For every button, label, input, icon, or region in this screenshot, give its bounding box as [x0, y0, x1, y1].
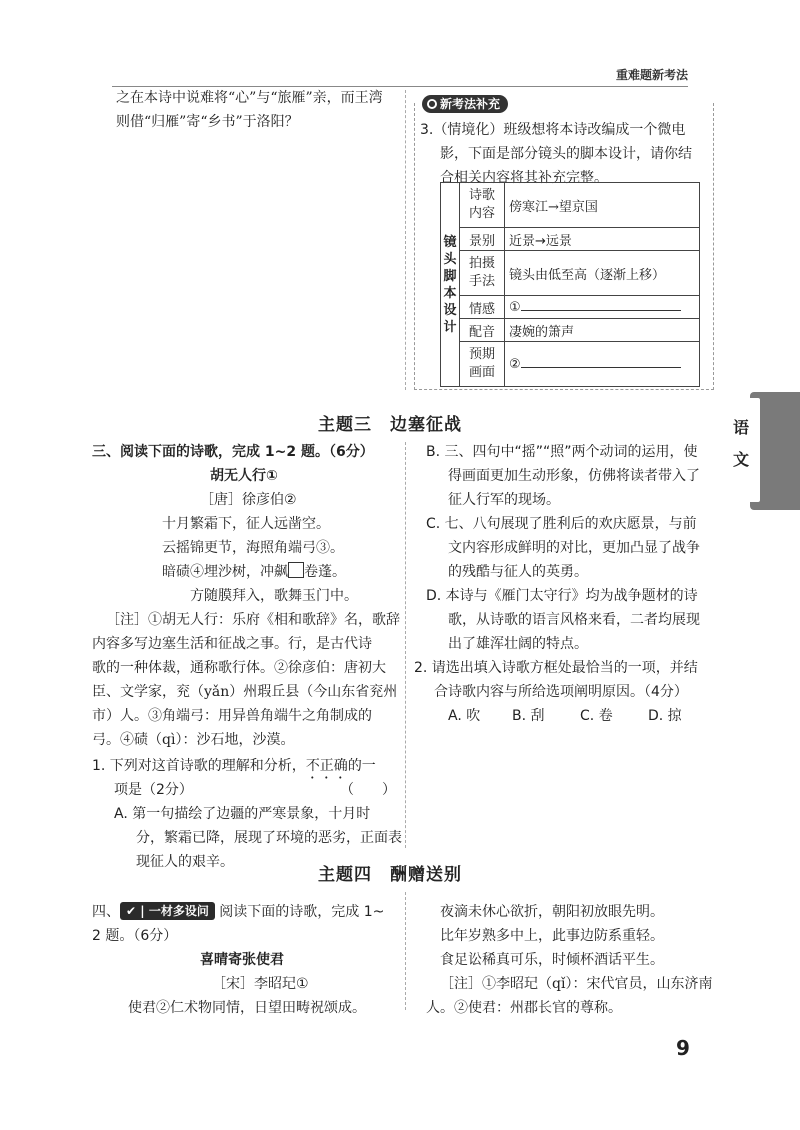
table-value — [505, 342, 700, 387]
q1-stem: 1. 下列对这首诗歌的理解和分析，不正确的一 — [92, 758, 376, 774]
section4-poem-line-1: 使君②仁术物同情，日望田畴祝颂成。 — [128, 1000, 366, 1016]
section4-poem-line-3: 比年岁熟多中上，此事边防系重轻。 — [440, 928, 664, 944]
q2-option-c[interactable]: C. 卷 — [580, 708, 613, 724]
side-tab-label: 语 文 — [732, 418, 749, 469]
table-vertical-header: 镜头脚本设计 — [441, 183, 460, 387]
q1-optionA-1: A. 第一句描绘了边疆的严寒景象，十月时 — [114, 806, 371, 822]
section4-poem-author: ［宋］李昭玘① — [212, 976, 309, 992]
section4-poem-title: 喜晴寄张使君 — [200, 952, 284, 968]
answer-marker-2: ② — [509, 356, 521, 372]
script-table — [440, 182, 700, 387]
poem-line-5: 方随膜拜入，歌舞玉门中。 — [190, 588, 358, 604]
q1-optionD-2: 歌，从诗歌的语言风格来看，二者均展现 — [448, 612, 700, 628]
q1-optionB-2: 得画面更加生动形象，仿佛将读者带入了 — [448, 468, 700, 484]
section4-poem-line-2: 夜滴未休心欲折，朝阳初放眼先明。 — [440, 904, 664, 920]
column-divider-top — [405, 90, 406, 390]
q1-optionD-3: 出了雄浑壮阔的特点。 — [448, 636, 588, 652]
q2-option-a[interactable]: A. 吹 — [448, 708, 481, 724]
answer-blank-2[interactable] — [521, 367, 681, 368]
table-row — [441, 228, 700, 251]
table-value: 凄婉的箫声 — [505, 319, 700, 342]
check-icon: ✔ — [126, 904, 137, 918]
q2-stem-1: 2. 请选出填入诗歌方框处最恰当的一项，并结 — [414, 660, 698, 676]
poem-line-2: 云摇锦更节，海照角端弓③。 — [162, 540, 344, 556]
column-divider-bottom — [405, 892, 406, 1010]
new-method-tag — [422, 95, 508, 113]
table-label: 情感 — [460, 296, 505, 319]
section4-title: 主题四 酬赠送别 — [318, 865, 462, 885]
table-value — [505, 296, 700, 319]
q1-optionA-2: 分，繁霜已降，展现了环境的恶劣，正面表 — [136, 830, 402, 846]
badge-one-material: ✔ | 一材多设问 — [120, 902, 215, 920]
table-value: 近景→远景 — [505, 228, 700, 251]
poem-author: ［唐］徐彦伯② — [200, 492, 297, 508]
poem-line-3: 暗碛④埋沙树，冲飙 卷蓬。 — [162, 564, 346, 580]
table-row — [441, 319, 700, 342]
table-label: 景别 — [460, 228, 505, 251]
section3-intro: 三、阅读下面的诗歌，完成 1~2 题。（6分） — [92, 444, 374, 460]
q1-stem-2: 项是（2分） — [114, 782, 193, 798]
q3-line-3: 合相关内容将其补充完整。 — [440, 170, 608, 186]
q2-option-b[interactable]: B. 刮 — [512, 708, 545, 724]
note-line-5: 市）人。③角端弓：用异兽角端牛之角制成的 — [92, 708, 372, 724]
lightbulb-icon: ● — [428, 99, 436, 108]
section3-title: 主题三 边塞征战 — [318, 415, 462, 435]
answer-marker-1: ① — [509, 299, 521, 315]
note-line-4: 臣、文学家，兖（yǎn）州瑕丘县（今山东省兖州 — [92, 684, 398, 700]
header-title: 重难题新考法 — [615, 68, 688, 82]
note-line-1: ［注］①胡无人行：乐府《相和歌辞》名，歌辞 — [106, 612, 400, 628]
table-label: 诗歌内容 — [460, 183, 505, 228]
table-label: 拍摄手法 — [460, 251, 505, 296]
q1-optionC-2: 文内容形成鲜明的对比，更加凸显了战争 — [448, 540, 700, 556]
q3-line-2: 影，下面是部分镜头的脚本设计，请你结 — [440, 146, 692, 162]
q1-answer-paren[interactable]: （ ） — [340, 782, 396, 798]
table-label: 配音 — [460, 319, 505, 342]
note-line-3: 歌的一种体裁，通称歌行体。②徐彦伯：唐初大 — [92, 660, 386, 676]
poem-line-1: 十月繁霜下，征人远凿空。 — [162, 516, 330, 532]
note-line-2: 内容多写边塞生活和征战之事。行，是古代诗 — [92, 636, 372, 652]
q2-option-d[interactable]: D. 掠 — [648, 708, 682, 724]
table-label: 预期画面 — [460, 342, 505, 387]
q1-optionA-3: 现征人的艰辛。 — [136, 854, 234, 870]
section4-note-2: 人。②使君：州郡长官的尊称。 — [426, 1000, 622, 1016]
column-divider-middle — [405, 442, 406, 848]
note-line-6: 弓。④碛（qì）：沙石地，沙漠。 — [92, 732, 295, 748]
new-method-tag-label: 新考法补充 — [440, 97, 501, 111]
blank-box[interactable] — [288, 562, 304, 578]
q1-emphasis: 不正确 — [305, 758, 348, 774]
section4-intro-2: 2 题。（6分） — [92, 928, 178, 944]
q1-optionD-1: D. 本诗与《雁门太守行》均为战争题材的诗 — [426, 588, 698, 604]
q1-optionB-3: 征人行军的现场。 — [448, 492, 560, 508]
poem-title: 胡无人行① — [210, 468, 278, 484]
q1-optionC-3: 的残酷与征人的英勇。 — [448, 564, 588, 580]
section4-poem-line-4: 食足讼稀真可乐，时倾杯酒话平生。 — [440, 952, 664, 968]
answer-blank-1[interactable] — [521, 310, 681, 311]
table-value: 傍寒江→望京国 — [505, 183, 700, 228]
section4-intro: 四、 ✔ | 一材多设问 阅读下面的诗歌，完成 1~ — [92, 904, 385, 920]
top-left-line-2: 则借“归雁”寄“乡书”于洛阳？ — [116, 114, 299, 130]
q1-optionB-1: B. 三、四句中“摇”“照”两个动词的运用，使 — [426, 444, 698, 460]
q1-optionC-1: C. 七、八句展现了胜利后的欢庆愿景，与前 — [426, 516, 697, 532]
q3-line-1: 3.（情境化）班级想将本诗改编成一个微电 — [420, 122, 686, 138]
q2-stem-2: 合诗歌内容与所给选项阐明原因。（4分） — [434, 684, 688, 700]
page-number: 9 — [676, 1036, 690, 1060]
top-left-line-1: 之在本诗中说难将“心”与“旅雁”亲，而王湾 — [116, 90, 383, 106]
section4-note-1: ［注］①李昭玘（qǐ）：宋代官员，山东济南 — [440, 976, 713, 992]
table-value: 镜头由低至高（逐渐上移） — [505, 251, 700, 296]
table-row — [441, 296, 700, 319]
header-rule — [112, 86, 688, 87]
